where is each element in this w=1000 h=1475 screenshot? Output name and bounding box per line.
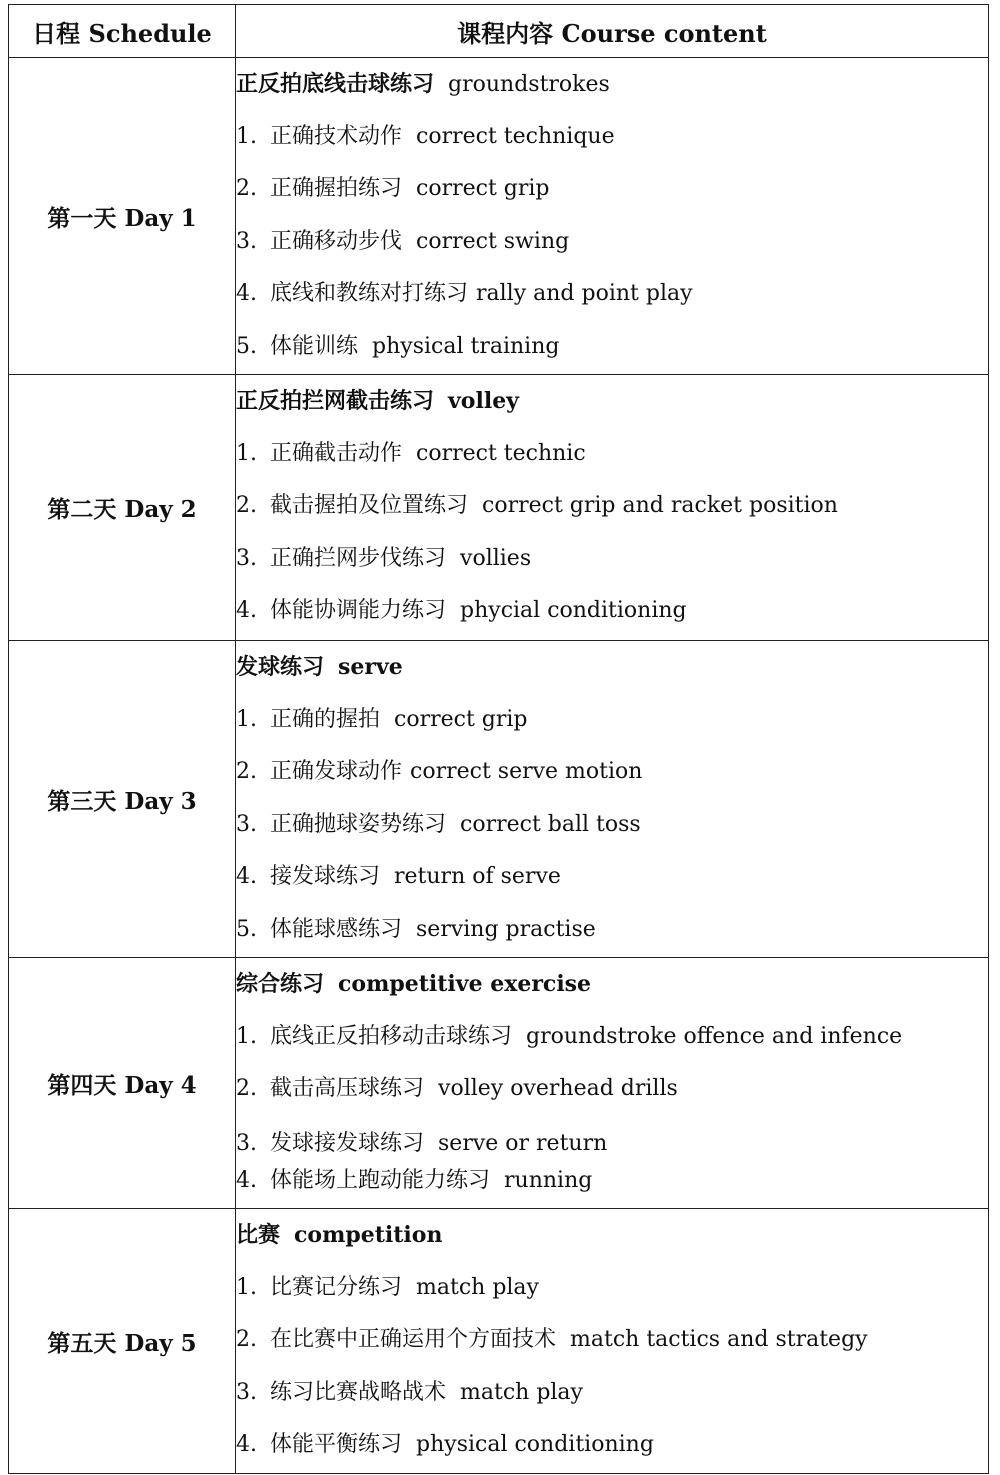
- item-en: correct grip: [416, 176, 550, 201]
- item-en: correct serve motion: [410, 759, 643, 784]
- title-en: volley: [448, 388, 519, 414]
- course-item: [236, 1367, 988, 1420]
- item-en: serving practise: [416, 916, 596, 942]
- item-number: 3.: [236, 811, 257, 837]
- item-number: 1.: [236, 1023, 257, 1049]
- title-zh: 比赛: [236, 1222, 281, 1248]
- item-en: correct swing: [416, 228, 570, 254]
- item-number: 3.: [236, 545, 257, 571]
- course-item: [236, 428, 988, 481]
- item-zh: 正确抛球姿势练习: [270, 811, 447, 837]
- item-number: 1.: [236, 123, 257, 149]
- item-en: physical conditioning: [416, 1432, 654, 1457]
- item-number: 4.: [236, 598, 257, 623]
- item-number: 1.: [236, 706, 257, 732]
- day-label: 第四天 Day 4: [9, 958, 236, 1209]
- course-item: [236, 1314, 988, 1367]
- item-zh: 正确握拍练习: [270, 176, 403, 201]
- item-number: 3.: [236, 1130, 257, 1156]
- item-number: 4.: [236, 864, 257, 889]
- course-item: [236, 321, 988, 374]
- course-item: [236, 480, 988, 533]
- course-item: [236, 585, 988, 638]
- course-item: [236, 904, 988, 957]
- item-number: 1.: [236, 1274, 257, 1300]
- item-zh: 底线正反拍移动击球练习: [270, 1023, 513, 1049]
- day-row: [9, 641, 989, 958]
- day-row: [9, 375, 989, 641]
- course-item: [236, 799, 988, 852]
- item-number: 2.: [236, 493, 257, 518]
- item-zh: 体能协调能力练习: [270, 598, 447, 623]
- course-item: [236, 851, 988, 904]
- day-label: 第二天 Day 2: [9, 375, 236, 641]
- course-item: [236, 1419, 988, 1472]
- title-zh: 正反拍拦网截击练习: [236, 388, 435, 414]
- day-row: [9, 58, 989, 375]
- item-zh: 体能训练: [270, 333, 359, 359]
- day-label: 第一天 Day 1: [9, 58, 236, 375]
- course-content: [236, 375, 989, 641]
- course-item: [236, 163, 988, 216]
- day-row: [9, 1209, 989, 1474]
- title-en: competitive exercise: [338, 971, 592, 997]
- item-en: correct technic: [416, 440, 586, 466]
- title-zh: 发球练习: [236, 654, 325, 680]
- item-number: 4.: [236, 1167, 257, 1193]
- item-number: 4.: [236, 281, 257, 306]
- item-zh: 截击握拍及位置练习: [270, 493, 469, 518]
- item-en: match play: [416, 1274, 539, 1300]
- course-item: [236, 1116, 988, 1162]
- course-item: [236, 694, 988, 747]
- item-number: 2.: [236, 176, 257, 201]
- item-zh: 正确发球动作: [270, 759, 403, 784]
- item-zh: 发球接发球练习: [270, 1130, 425, 1156]
- item-number: 4.: [236, 1432, 257, 1457]
- item-en: correct ball toss: [460, 811, 641, 837]
- course-content: [236, 958, 989, 1209]
- item-zh: 正确移动步伐: [270, 228, 403, 254]
- course-item: [236, 111, 988, 164]
- course-item: [236, 746, 988, 799]
- item-number: 2.: [236, 1076, 257, 1101]
- title-zh: 正反拍底线击球练习: [236, 71, 435, 97]
- item-number: 2.: [236, 759, 257, 784]
- item-number: 5.: [236, 333, 257, 359]
- course-title: [236, 58, 988, 111]
- schedule-table: [8, 4, 989, 1474]
- item-zh: 接发球练习: [270, 864, 381, 889]
- item-zh: 正确截击动作: [270, 440, 403, 466]
- item-en: running: [504, 1167, 593, 1193]
- title-en: competition: [294, 1222, 443, 1248]
- item-en: serve or return: [438, 1130, 608, 1156]
- title-en: groundstrokes: [448, 72, 610, 97]
- course-item: [236, 1262, 988, 1315]
- course-content: [236, 58, 989, 375]
- item-zh: 在比赛中正确运用个方面技术: [270, 1327, 557, 1352]
- item-en: rally and point play: [476, 281, 693, 306]
- item-zh: 底线和教练对打练习: [270, 281, 469, 306]
- title-en: serve: [338, 654, 403, 680]
- item-zh: 体能场上跑动能力练习: [270, 1167, 491, 1193]
- course-item: [236, 268, 988, 321]
- item-number: 2.: [236, 1327, 257, 1352]
- item-en: correct grip: [394, 706, 528, 732]
- item-en: phycial conditioning: [460, 598, 687, 623]
- item-en: groundstroke offence and infence: [526, 1023, 903, 1049]
- course-item: [236, 1063, 988, 1116]
- item-en: physical training: [372, 333, 560, 359]
- item-zh: 体能平衡练习: [270, 1432, 403, 1457]
- item-zh: 正确的握拍: [270, 706, 381, 732]
- item-number: 5.: [236, 916, 257, 942]
- header-day-column: 日程 Schedule: [9, 5, 236, 58]
- title-zh: 综合练习: [236, 971, 325, 997]
- course-item: [236, 533, 988, 586]
- course-title: [236, 641, 988, 694]
- day-row: [9, 958, 989, 1209]
- course-item: [236, 1162, 988, 1200]
- item-zh: 比赛记分练习: [270, 1274, 403, 1300]
- header-content-column: 课程内容 Course content: [236, 5, 989, 58]
- item-en: correct technique: [416, 123, 615, 149]
- course-item: [236, 216, 988, 269]
- item-zh: 练习比赛战略战术: [270, 1379, 447, 1405]
- course-content: [236, 1209, 989, 1474]
- course-title: [236, 375, 988, 428]
- item-zh: 体能球感练习: [270, 916, 403, 942]
- item-en: return of serve: [394, 864, 561, 889]
- course-title: [236, 1209, 988, 1262]
- item-number: 1.: [236, 440, 257, 466]
- item-zh: 正确技术动作: [270, 123, 403, 149]
- course-item: [236, 1011, 988, 1064]
- item-en: match tactics and strategy: [570, 1327, 868, 1352]
- item-en: vollies: [460, 545, 532, 571]
- course-content: [236, 641, 989, 958]
- day-label: 第五天 Day 5: [9, 1209, 236, 1474]
- item-en: match play: [460, 1379, 583, 1405]
- item-zh: 截击高压球练习: [270, 1076, 425, 1101]
- item-number: 3.: [236, 228, 257, 254]
- day-label: 第三天 Day 3: [9, 641, 236, 958]
- item-en: volley overhead drills: [438, 1076, 678, 1101]
- item-en: correct grip and racket position: [482, 493, 838, 518]
- course-title: [236, 958, 988, 1011]
- header-row: [9, 5, 989, 58]
- item-zh: 正确拦网步伐练习: [270, 545, 447, 571]
- item-number: 3.: [236, 1379, 257, 1405]
